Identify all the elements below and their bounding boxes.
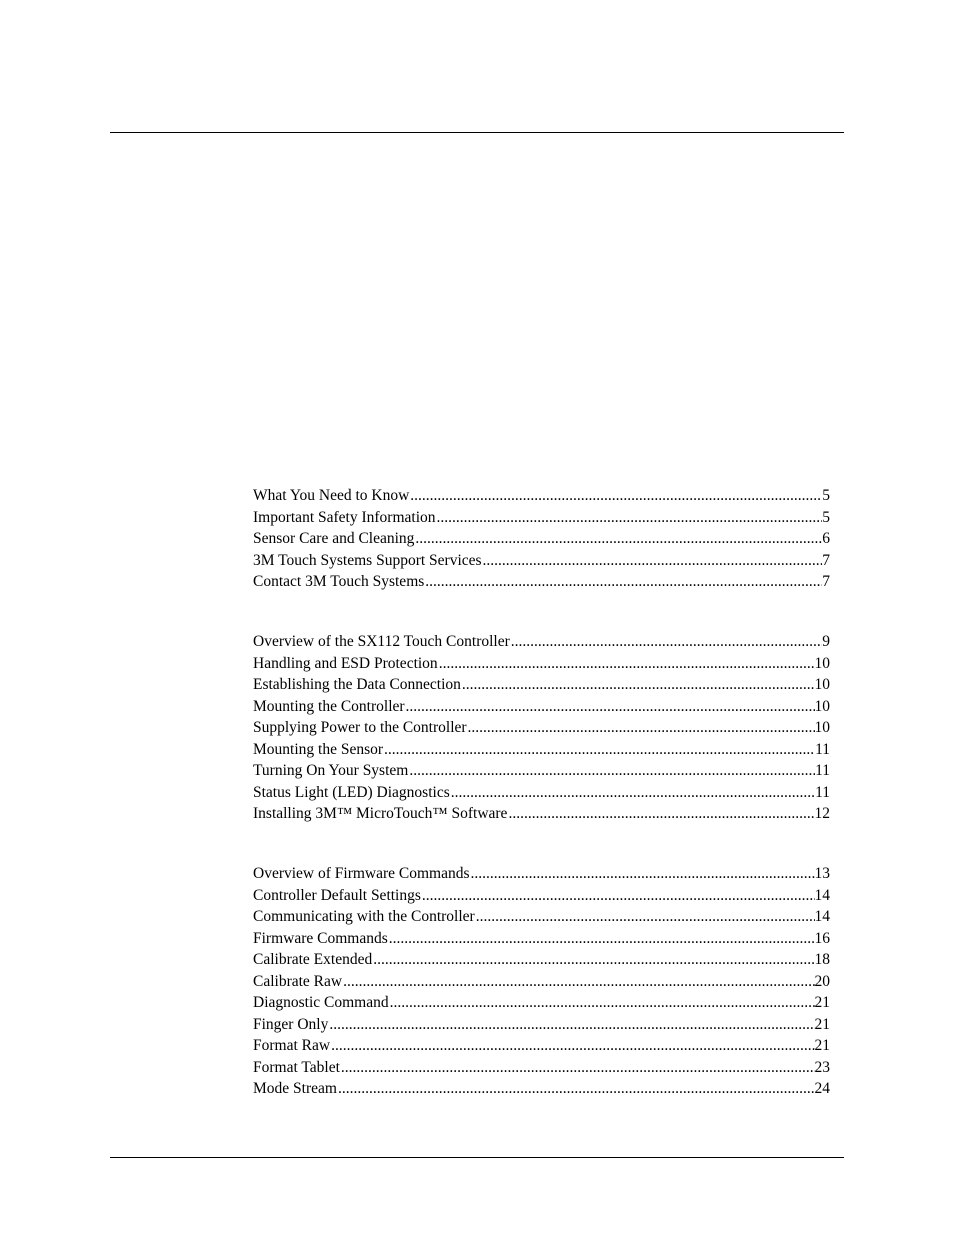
toc-entry[interactable] bbox=[253, 971, 830, 993]
toc-entry-title: Firmware Commands bbox=[253, 929, 388, 947]
toc-entry-title: Format Raw bbox=[253, 1037, 331, 1054]
toc-entry[interactable] bbox=[253, 885, 830, 907]
toc-dot-leader bbox=[328, 1014, 814, 1036]
toc-entry[interactable] bbox=[253, 992, 830, 1014]
header-rule bbox=[110, 132, 844, 133]
toc-entry[interactable] bbox=[253, 528, 830, 550]
toc-entry[interactable] bbox=[253, 760, 830, 782]
toc-entry[interactable] bbox=[253, 863, 830, 885]
toc-dot-leader bbox=[424, 571, 822, 593]
toc-entry-page: 14 bbox=[814, 886, 830, 904]
toc-dot-leader bbox=[482, 550, 823, 572]
toc-entry[interactable] bbox=[253, 1078, 830, 1100]
toc-entry-title: Format Tablet bbox=[253, 1058, 340, 1076]
toc-dot-leader bbox=[383, 739, 815, 761]
toc-entry-page: 21 bbox=[814, 1037, 830, 1054]
toc-entry-title: Mounting the Controller bbox=[253, 697, 405, 715]
toc-entry-title: Turning On Your System bbox=[253, 762, 409, 779]
toc-entry-page: 18 bbox=[814, 951, 830, 968]
toc-entry-page: 13 bbox=[814, 865, 830, 882]
toc-dot-leader bbox=[342, 971, 814, 993]
toc-entry-title: 3M Touch Systems Support Services bbox=[253, 551, 482, 569]
toc-entry[interactable] bbox=[253, 803, 830, 825]
toc-dot-leader bbox=[405, 696, 815, 718]
toc-entry-page: 16 bbox=[814, 929, 830, 947]
toc-entry-title: Supplying Power to the Controller bbox=[253, 719, 467, 736]
toc-entry[interactable] bbox=[253, 949, 830, 971]
toc-entry-title: Communicating with the Controller bbox=[253, 908, 475, 925]
footer-rule bbox=[110, 1157, 844, 1158]
toc-entry-page: 11 bbox=[815, 740, 830, 758]
toc-entry-page: 10 bbox=[814, 676, 830, 693]
toc-dot-leader bbox=[475, 906, 815, 928]
toc-entry-page: 12 bbox=[814, 805, 830, 822]
toc-entry-title: What You Need to Know bbox=[253, 487, 410, 504]
toc-entry-title: Overview of the SX112 Touch Controller bbox=[253, 633, 510, 650]
toc-entry-page: 7 bbox=[822, 573, 830, 590]
toc-section bbox=[253, 485, 830, 593]
toc-dot-leader bbox=[438, 653, 815, 675]
toc-entry-title: Important Safety Information bbox=[253, 508, 436, 526]
toc-entry-title: Establishing the Data Connection bbox=[253, 676, 461, 693]
toc-entry-page: 9 bbox=[822, 633, 830, 650]
toc-dot-leader bbox=[388, 928, 815, 950]
toc-section bbox=[253, 631, 830, 825]
toc-entry-page: 20 bbox=[814, 972, 830, 990]
toc-entry[interactable] bbox=[253, 717, 830, 739]
toc-entry[interactable] bbox=[253, 782, 830, 804]
toc-entry-title: Contact 3M Touch Systems bbox=[253, 573, 425, 590]
toc-entry[interactable] bbox=[253, 550, 830, 572]
toc-entry-title: Controller Default Settings bbox=[253, 886, 421, 904]
toc-entry-page: 23 bbox=[814, 1058, 830, 1076]
toc-entry-title: Handling and ESD Protection bbox=[253, 654, 438, 672]
toc-entry-page: 14 bbox=[814, 908, 830, 925]
toc-entry-title: Installing 3M™ MicroTouch™ Software bbox=[253, 805, 508, 822]
toc-entry-page: 10 bbox=[814, 654, 830, 672]
toc-dot-leader bbox=[510, 631, 822, 653]
toc-entry-title: Overview of Firmware Commands bbox=[253, 865, 470, 882]
toc-dot-leader bbox=[421, 885, 815, 907]
toc-entry[interactable] bbox=[253, 928, 830, 950]
toc-entry-page: 7 bbox=[822, 551, 830, 569]
toc-entry[interactable] bbox=[253, 1035, 830, 1057]
toc-dot-leader bbox=[461, 674, 815, 696]
toc-section bbox=[253, 863, 830, 1100]
toc-entry[interactable] bbox=[253, 674, 830, 696]
toc-entry[interactable] bbox=[253, 507, 830, 529]
toc-dot-leader bbox=[470, 863, 815, 885]
toc-entry[interactable] bbox=[253, 696, 830, 718]
toc-entry-page: 11 bbox=[815, 783, 830, 801]
table-of-contents bbox=[253, 485, 830, 1100]
toc-entry[interactable] bbox=[253, 1014, 830, 1036]
toc-entry-page: 24 bbox=[814, 1080, 830, 1097]
toc-dot-leader bbox=[330, 1035, 814, 1057]
toc-dot-leader bbox=[436, 507, 823, 529]
toc-dot-leader bbox=[409, 485, 822, 507]
toc-entry-page: 21 bbox=[814, 1015, 830, 1033]
toc-entry-title: Finger Only bbox=[253, 1015, 329, 1033]
toc-entry-title: Calibrate Raw bbox=[253, 972, 343, 990]
toc-dot-leader bbox=[340, 1057, 815, 1079]
toc-entry[interactable] bbox=[253, 739, 830, 761]
toc-dot-leader bbox=[337, 1078, 815, 1100]
toc-entry[interactable] bbox=[253, 571, 830, 593]
toc-dot-leader bbox=[467, 717, 815, 739]
toc-entry[interactable] bbox=[253, 1057, 830, 1079]
toc-dot-leader bbox=[408, 760, 815, 782]
toc-entry-title: Status Light (LED) Diagnostics bbox=[253, 783, 450, 801]
toc-entry-title: Mounting the Sensor bbox=[253, 740, 384, 758]
toc-entry-page: 5 bbox=[822, 508, 830, 526]
toc-entry-title: Mode Stream bbox=[253, 1080, 337, 1097]
toc-entry-page: 5 bbox=[822, 487, 830, 504]
toc-entry-title: Diagnostic Command bbox=[253, 994, 389, 1011]
toc-dot-leader bbox=[372, 949, 814, 971]
toc-entry-title: Sensor Care and Cleaning bbox=[253, 530, 415, 547]
toc-dot-leader bbox=[450, 782, 815, 804]
toc-entry-page: 11 bbox=[815, 762, 830, 779]
toc-dot-leader bbox=[507, 803, 814, 825]
toc-entry-page: 10 bbox=[814, 697, 830, 715]
toc-entry[interactable] bbox=[253, 653, 830, 675]
toc-entry[interactable] bbox=[253, 906, 830, 928]
toc-entry-page: 10 bbox=[814, 719, 830, 736]
toc-dot-leader bbox=[389, 992, 815, 1014]
toc-entry[interactable] bbox=[253, 631, 830, 653]
toc-entry-title: Calibrate Extended bbox=[253, 951, 373, 968]
toc-entry-page: 6 bbox=[822, 530, 830, 547]
toc-entry-page: 21 bbox=[814, 994, 830, 1011]
toc-dot-leader bbox=[414, 528, 822, 550]
toc-entry[interactable] bbox=[253, 485, 830, 507]
